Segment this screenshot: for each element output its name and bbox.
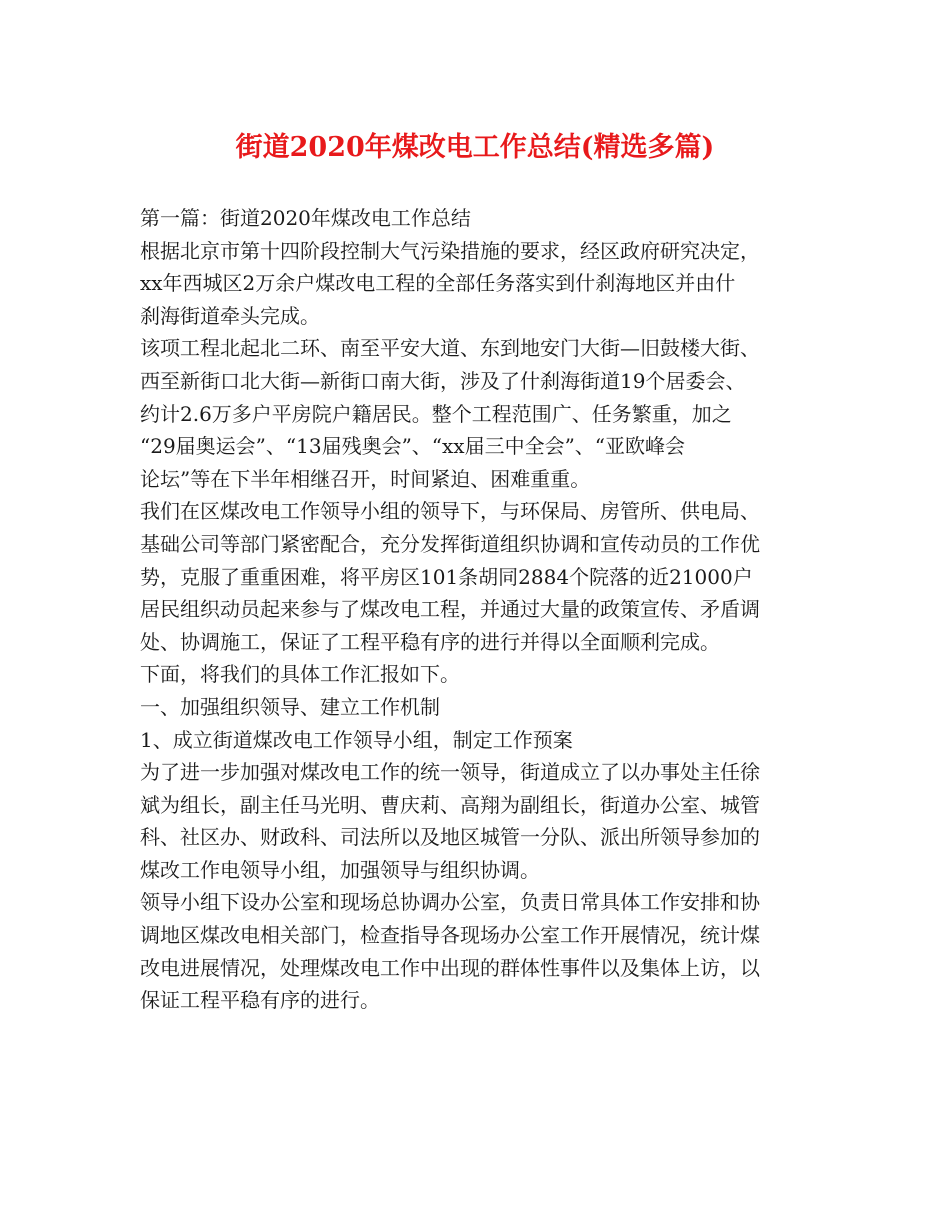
text-line: 斌为组长，副主任马光明、曹庆莉、高翔为副组长，街道办公室、城管 (140, 792, 760, 817)
document-body (140, 202, 830, 1017)
text-line: 西至新街口北大街—新街口南大街，涉及了什刹海街道19个居委会、 (140, 368, 746, 393)
text-line: 一、加强组织领导、建立工作机制 (140, 694, 440, 719)
text-line: 刹海街道牵头完成。 (140, 303, 320, 328)
text-line: 约计2.6万多户平房院户籍居民。整个工程范围广、任务繁重，加之 (140, 401, 732, 426)
text-line: 为了进一步加强对煤改电工作的统一领导，街道成立了以办事处主任徐 (140, 760, 760, 785)
text-line: 居民组织动员起来参与了煤改电工程，并通过大量的政策宣传、矛盾调 (140, 597, 760, 622)
text-line: 保证工程平稳有序的进行。 (140, 988, 380, 1013)
text-line: 势，克服了重重困难，将平房区101条胡同2884个院落的近21000户 (140, 564, 753, 589)
text-line: “29届奥运会”、“13届残奥会”、“xx届三中全会”、“亚欧峰会 (140, 434, 686, 459)
text-line: 第一篇：街道2020年煤改电工作总结 (140, 206, 471, 230)
text-line: 科、社区办、财政科、司法所以及地区城管一分队、派出所领导参加的 (140, 825, 760, 850)
text-line: 根据北京市第十四阶段控制大气污染措施的要求，经区政府研究决定， (140, 238, 760, 263)
text-line: 下面，将我们的具体工作汇报如下。 (140, 662, 460, 687)
text-line: 我们在区煤改电工作领导小组的领导下，与环保局、房管所、供电局、 (140, 499, 760, 524)
document-title: 街道2020年煤改电工作总结(精选多篇) (235, 132, 715, 163)
text-line: 基础公司等部门紧密配合，充分发挥街道组织协调和宣传动员的工作优 (140, 531, 760, 556)
text-line: 该项工程北起北二环、南至平安大道、东到地安门大街—旧鼓楼大街、 (140, 336, 760, 361)
text-line: 调地区煤改电相关部门，检查指导各现场办公室工作开展情况，统计煤 (140, 923, 760, 948)
text-line: 论坛”等在下半年相继召开，时间紧迫、困难重重。 (140, 466, 591, 491)
text-line: xx年西城区2万余户煤改电工程的全部任务落实到什刹海地区并由什 (140, 271, 736, 296)
text-line: 领导小组下设办公室和现场总协调办公室，负责日常具体工作安排和协 (140, 890, 760, 915)
text-line: 煤改工作电领导小组，加强领导与组织协调。 (140, 857, 540, 882)
text-line: 处、协调施工，保证了工程平稳有序的进行并得以全面顺利完成。 (140, 629, 720, 654)
text-line: 1、成立街道煤改电工作领导小组，制定工作预案 (140, 727, 573, 752)
text-line: 改电进展情况，处理煤改电工作中出现的群体性事件以及集体上访，以 (140, 955, 760, 980)
